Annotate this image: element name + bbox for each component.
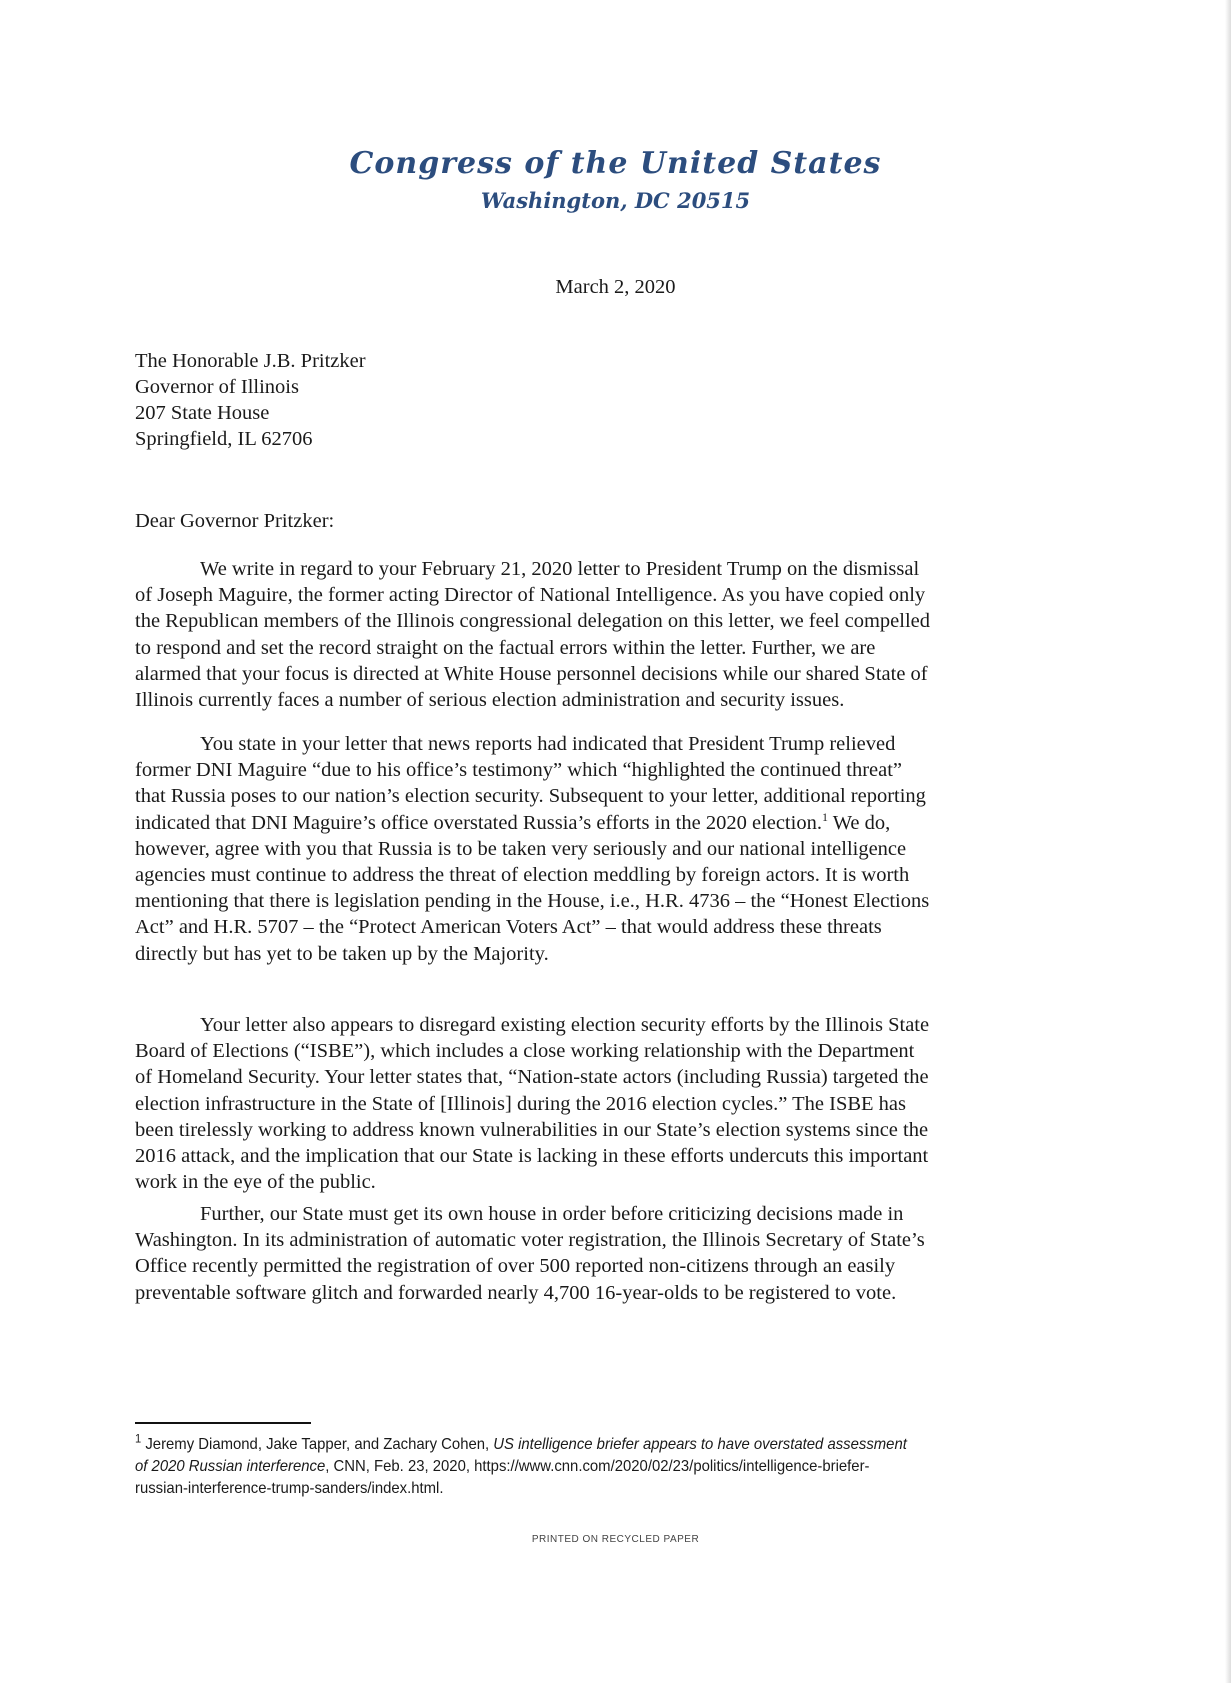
- text-line: Your letter also appears to disregard existing election security efforts by the Illinois State: [200, 1014, 930, 1036]
- text-line: Illinois currently faces a number of serious election administration and security issues.: [135, 689, 845, 712]
- footnote-line[interactable]: russian-interference-trump-sanders/index.html.: [135, 1480, 444, 1497]
- paragraph-1: [135, 556, 930, 713]
- letterhead-title: Congress of the United States: [349, 146, 882, 181]
- text-line: preventable software glitch and forwarded nearly 4,700 16-year-olds to be registered to vote.: [135, 1281, 897, 1304]
- text-line: agencies must continue to address the threat of election meddling by foreign actors. It is worth: [135, 864, 910, 887]
- footnote-title: US intelligence briefer appears to have overstated assessment: [493, 1436, 907, 1453]
- text-line: Act” and H.R. 5707 – the “Protect American Voters Act” – that would address these threats: [135, 916, 882, 939]
- address-line: Governor of Illinois: [135, 376, 299, 398]
- salutation: Dear Governor Pritzker:: [135, 510, 335, 532]
- footnote-reference[interactable]: 1: [821, 809, 828, 824]
- text-line: election infrastructure in the State of [Illinois] during the 2016 election cycles.” The ISBE has: [135, 1092, 906, 1115]
- scan-edge: [1225, 0, 1231, 1683]
- address-line: The Honorable J.B. Pritzker: [135, 350, 366, 372]
- text-line: former DNI Maguire “due to his office’s testimony” which “highlighted the continued threat”: [135, 759, 903, 782]
- footnote-source[interactable]: , CNN, Feb. 23, 2020, https://www.cnn.com/2020/02/23/politics/intelligence-briefer-: [325, 1458, 870, 1475]
- text-line: directly but has yet to be taken up by the Majority.: [135, 942, 549, 965]
- text-line: [135, 810, 929, 836]
- paragraph-4: [135, 1201, 925, 1306]
- text-line: to respond and set the record straight on the factual errors within the letter. Further, we are: [135, 636, 876, 659]
- footnote: [135, 1431, 907, 1500]
- text-line: that Russia poses to our nation’s election security. Subsequent to your letter, additional reporting: [135, 785, 926, 808]
- text-line: Office recently permitted the registration of over 500 reported non-citizens through an easily: [135, 1255, 896, 1278]
- letterhead-subtitle: Washington, DC 20515: [480, 188, 751, 213]
- address-line: 207 State House: [135, 402, 270, 424]
- footnote-title: of 2020 Russian interference: [135, 1458, 326, 1475]
- letter-date: March 2, 2020: [555, 276, 676, 298]
- footnote-divider: [135, 1422, 311, 1424]
- text-line: of Homeland Security. Your letter states that, “Nation-state actors (including Russia) targeted the: [135, 1066, 929, 1089]
- text-line: Further, our State must get its own house in order before criticizing decisions made in: [200, 1203, 904, 1225]
- footnote-authors: Jeremy Diamond, Jake Tapper, and Zachary Cohen,: [141, 1436, 494, 1453]
- address-line: Springfield, IL 62706: [135, 428, 313, 450]
- paragraph-3: [135, 1012, 929, 1195]
- text-line: Board of Elections (“ISBE”), which includes a close working relationship with the Department: [135, 1040, 915, 1063]
- footnote-number: 1: [135, 1431, 142, 1446]
- text-line: alarmed that your focus is directed at White House personnel decisions while our shared State of: [135, 662, 928, 685]
- text-line: the Republican members of the Illinois congressional delegation on this letter, we feel compelled: [135, 610, 931, 633]
- text-line: of Joseph Maguire, the former acting Director of National Intelligence. As you have copied only: [135, 584, 926, 607]
- text-line: Washington. In its administration of automatic voter registration, the Illinois Secretary of State’s: [135, 1229, 925, 1252]
- text-line: work in the eye of the public.: [135, 1171, 376, 1194]
- text-line: You state in your letter that news reports had indicated that President Trump relieved: [200, 733, 896, 755]
- paragraph-2: [135, 731, 929, 967]
- text-line: been tirelessly working to address known vulnerabilities in our State’s election systems since the: [135, 1118, 929, 1141]
- text-span: indicated that DNI Maguire’s office overstated Russia’s efforts in the 2020 election.: [135, 811, 822, 834]
- text-line: however, agree with you that Russia is to be taken very seriously and our national intelligence: [135, 837, 907, 860]
- text-line: mentioning that there is legislation pending in the House, i.e., H.R. 4736 – the “Honest Elections: [135, 890, 930, 913]
- text-line: We write in regard to your February 21, 2020 letter to President Trump on the dismissal: [200, 558, 920, 580]
- footnote-line: [135, 1431, 907, 1456]
- footnote-line: [135, 1456, 907, 1478]
- text-line: 2016 attack, and the implication that our State is lacking in these efforts undercuts this important: [135, 1145, 929, 1168]
- text-span: We do,: [827, 811, 891, 834]
- recipient-address: [135, 348, 366, 452]
- recycled-paper-notice: PRINTED ON RECYCLED PAPER: [531, 1534, 700, 1545]
